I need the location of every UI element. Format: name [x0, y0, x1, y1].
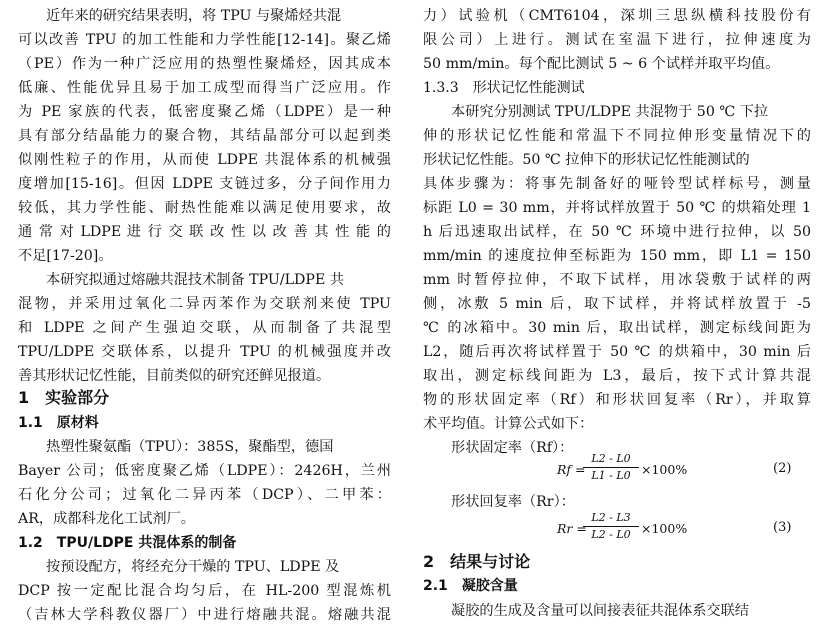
- text-line: 本研究分别测试 TPU/LDPE 共混物于 50 ℃ 下拉: [451, 104, 769, 120]
- equation-number: (3): [773, 520, 792, 535]
- text-line: 取出，测定标线间距为 L3，最后，按下式计算共混: [423, 368, 811, 384]
- text-line: 侧，冰敷 5 min 后，取下试样，并将试样放置于 -5: [423, 296, 811, 312]
- text-line: 术平均值。计算公式如下：: [423, 416, 594, 432]
- section-heading: 2 结果与讨论: [423, 552, 531, 571]
- text-line: AR，成都科龙化工试剂厂。: [18, 511, 195, 527]
- text-line: DCP 按一定配比混合均匀后，在 HL-200 型混炼机: [18, 583, 391, 599]
- text-line: 通 常 对 LDPE 进 行 交 联 改 性 以 改 善 其 性 能 的: [18, 224, 391, 240]
- text-line: 物的形状固定率（Rf）和形状回复率（Rr），并取算: [423, 392, 811, 408]
- text-line: 不足[17-20]。: [18, 248, 113, 264]
- subsection-heading: 1.1 原材料: [18, 415, 99, 431]
- equation-denominator: L2 - L0: [591, 528, 631, 541]
- text-line: 伸的形状记忆性能和常温下不同拉伸形变量情况下的: [423, 128, 811, 144]
- text-line: 石化分公司；过氧化二异丙苯（DCP）、二甲苯：: [18, 487, 391, 503]
- text-line: 力）试验机（CMT6104，深圳三思纵横科技股份有: [423, 8, 811, 24]
- equation-denominator: L1 - L0: [591, 469, 631, 482]
- text-line: 和 LDPE 之间产生强迫交联，从而制备了共混型: [18, 320, 391, 336]
- formula-label: 形状回复率（Rr）：: [451, 494, 575, 510]
- text-line: 低廉、性能优异且易于加工成型而得当广泛应用。作: [18, 80, 391, 96]
- text-line: 按预设配方，将经充分干燥的 TPU、LDPE 及: [46, 559, 340, 575]
- equation-suffix: ×100%: [641, 462, 688, 477]
- text-line: mm/min 的速度拉伸至标距为 150 mm，即 L1 = 150: [423, 248, 811, 264]
- text-line: 具有部分结晶能力的聚合物，其结晶部分可以起到类: [18, 128, 391, 144]
- text-line: 度增加[15-16]。但因 LDPE 支链过多，分子间作用力: [18, 176, 391, 192]
- text-line: 形状记忆性能。50 ℃ 拉伸下的形状记忆性能测试的: [423, 152, 750, 168]
- section-heading: 1 实验部分: [18, 388, 110, 407]
- equation-fraction: [583, 510, 639, 543]
- text-line: Bayer 公司；低密度聚乙烯（LDPE）：2426H，兰州: [18, 463, 391, 479]
- text-line: 为 PE 家族的代表，低密度聚乙烯（LDPE）是一种: [18, 104, 391, 120]
- text-line: L2，随后再次将试样置于 50 ℃ 的烘箱中，30 min 后: [423, 344, 811, 360]
- text-line: （PE）作为一种广泛应用的热塑性聚烯烃，因其成本: [18, 56, 391, 72]
- equation-lhs: Rf =: [557, 462, 586, 477]
- text-line: 具体步骤为：将事先制备好的哑铃型试样标号，测量: [423, 176, 811, 192]
- text-line: h 后迅速取出试样，在 50 ℃ 环境中进行拉伸，以 50: [423, 224, 811, 240]
- text-line: 限公司）上进行。测试在室温下进行，拉伸速度为: [423, 32, 811, 48]
- equation-lhs: Rr =: [557, 521, 587, 536]
- equation-numerator: L2 - L3: [583, 510, 639, 527]
- equation-numerator: L2 - L0: [583, 451, 639, 468]
- text-line: TPU/LDPE 交联体系，以提升 TPU 的机械强度并改: [18, 344, 391, 360]
- text-line: 热塑性聚氨酯（TPU）：385S，聚酯型，德国: [46, 439, 334, 455]
- text-line: 本研究拟通过熔融共混技术制备 TPU/LDPE 共: [46, 272, 345, 288]
- text-line: （吉林大学科教仪器厂）中进行熔融共混。熔融共混: [18, 607, 391, 623]
- text-line: 较低，其力学性能、耐热性能难以满足使用要求，故: [18, 200, 391, 216]
- text-line: ℃ 的冰箱中。30 min 后，取出试样，测定标线间距为: [423, 320, 811, 336]
- text-line: mm 时暂停拉伸，不取下试样，用冰袋敷于试样的两: [423, 272, 811, 288]
- text-line: 近年来的研究结果表明，将 TPU 与聚烯烃共混: [46, 8, 342, 24]
- equation-number: (2): [773, 461, 792, 476]
- text-line: 标距 L0 = 30 mm，并将试样放置于 50 ℃ 的烘箱处理 1: [423, 200, 811, 216]
- formula-label: 形状固定率（Rf）：: [451, 440, 574, 456]
- subsection-heading: 1.3.3 形状记忆性能测试: [423, 80, 585, 96]
- text-line: 似刚性粒子的作用，从而使 LDPE 共混体系的机械强: [18, 152, 391, 168]
- equation-suffix: ×100%: [641, 521, 688, 536]
- text-line: 善其形状记忆性能，目前类似的研究还鲜见报道。: [18, 368, 331, 384]
- text-line: 混物，并采用过氧化二异丙苯作为交联剂来使 TPU: [18, 296, 391, 312]
- equation-fraction: [583, 451, 639, 484]
- subsection-heading: 1.2 TPU/LDPE 共混体系的制备: [18, 535, 237, 551]
- subsection-heading: 2.1 凝胶含量: [423, 578, 518, 594]
- text-line: 50 mm/min。每个配比测试 5 ~ 6 个试样并取平均值。: [423, 56, 780, 72]
- text-line: 可以改善 TPU 的加工性能和力学性能[12-14]。聚乙烯: [18, 32, 391, 48]
- text-line: 凝胶的生成及含量可以间接表征共混体系交联结: [451, 603, 749, 619]
